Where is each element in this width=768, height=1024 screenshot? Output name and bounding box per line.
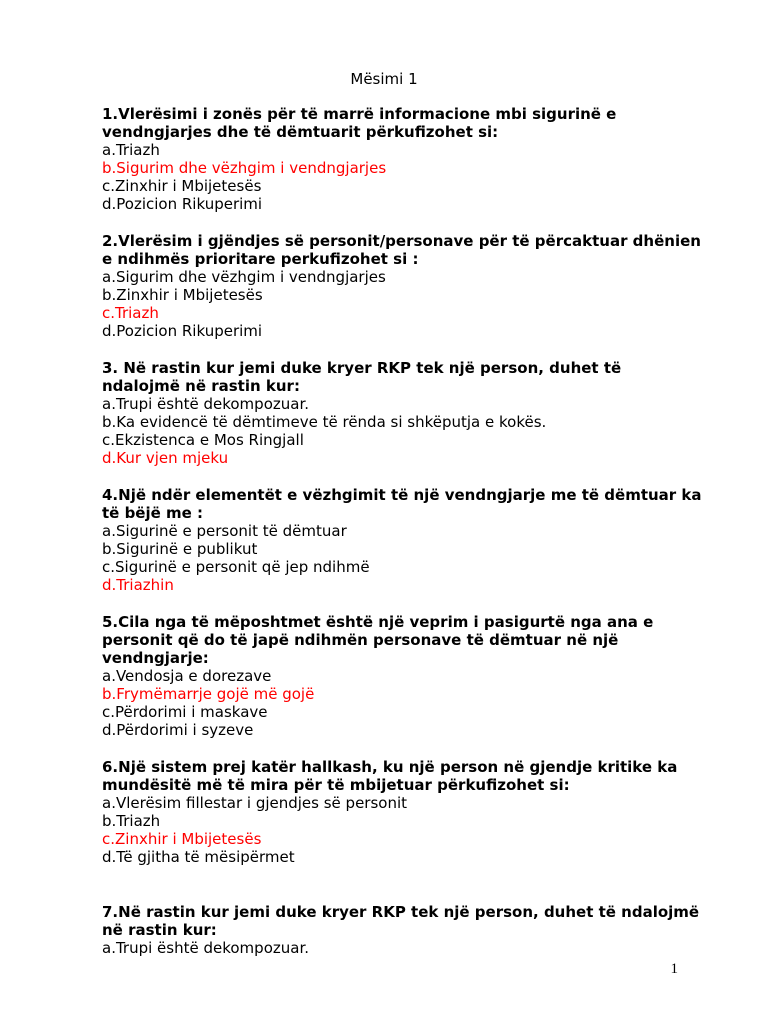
- option-b: b.Zinxhir i Mbijetesës: [102, 286, 263, 304]
- option-b-correct: b.Sigurim dhe vëzhgim i vendngjarjes: [102, 159, 387, 177]
- question-text: 5.Cila nga të mëposhtmet është një veprim i pasigurtë nga ana e personit që do të japë ndihmën personave të dëmtuar në një vendngjarje:: [102, 613, 654, 667]
- option-c: c.Përdorimi i maskave: [102, 703, 268, 721]
- option-d-correct: d.Kur vjen mjeku: [102, 449, 229, 467]
- option-b: b.Triazh: [102, 812, 161, 830]
- option-a: a.Trupi është dekompozuar.: [102, 939, 309, 957]
- option-a: a.Trupi është dekompozuar.: [102, 395, 309, 413]
- question-7: [102, 903, 702, 957]
- page-number: 1: [670, 961, 678, 977]
- question-2: [102, 232, 702, 340]
- option-c-correct: c.Triazh: [102, 304, 159, 322]
- question-text: 2.Vlerësim i gjëndjes së personit/personave për të përcaktuar dhënien e ndihmës prioritare perkufizohet si :: [102, 232, 701, 268]
- option-b: b.Ka evidencë të dëmtimeve të rënda si shkëputja e kokës.: [102, 413, 547, 431]
- option-d: d.Pozicion Rikuperimi: [102, 322, 263, 340]
- option-a: a.Vendosja e dorezave: [102, 667, 272, 685]
- option-c: c.Sigurinë e personit që jep ndihmë: [102, 558, 370, 576]
- option-b-correct: b.Frymëmarrje gojë më gojë: [102, 685, 315, 703]
- option-a: a.Triazh: [102, 141, 160, 159]
- question-text: 7.Në rastin kur jemi duke kryer RKP tek një person, duhet të ndalojmë në rastin kur:: [102, 903, 700, 939]
- question-text: 6.Një sistem prej katër hallkash, ku një person në gjendje kritike ka mundësitë më të mira për të mbijetuar përkufizohet si:: [102, 758, 678, 794]
- option-a: a.Sigurinë e personit të dëmtuar: [102, 522, 347, 540]
- option-c: c.Ekzistenca e Mos Ringjall: [102, 431, 304, 449]
- option-d-correct: d.Triazhin: [102, 576, 174, 594]
- option-c: c.Zinxhir i Mbijetesës: [102, 177, 262, 195]
- option-a: a.Vlerësim fillestar i gjendjes së personit: [102, 794, 408, 812]
- option-d: d.Pozicion Rikuperimi: [102, 195, 263, 213]
- question-text: 1.Vlerësimi i zonës për të marrë informacione mbi sigurinë e vendngjarjes dhe të dëmtuarit përkufizohet si:: [102, 105, 617, 141]
- option-c-correct: c.Zinxhir i Mbijetesës: [102, 830, 262, 848]
- question-5: [102, 613, 702, 739]
- option-b: b.Sigurinë e publikut: [102, 540, 258, 558]
- question-1: [102, 105, 702, 213]
- option-a: a.Sigurim dhe vëzhgim i vendngjarjes: [102, 268, 386, 286]
- question-6: [102, 758, 702, 866]
- option-d: d.Të gjitha të mësipërmet: [102, 848, 295, 866]
- question-text: 4.Një ndër elementët e vëzhgimit të një vendngjarje me të dëmtuar ka të bëjë me :: [102, 486, 702, 522]
- question-text: 3. Në rastin kur jemi duke kryer RKP tek një person, duhet të ndalojmë në rastin kur:: [102, 359, 622, 395]
- page-title: Mësimi 1: [350, 70, 418, 88]
- question-3: [102, 359, 702, 467]
- question-4: [102, 486, 702, 594]
- option-d: d.Përdorimi i syzeve: [102, 721, 254, 739]
